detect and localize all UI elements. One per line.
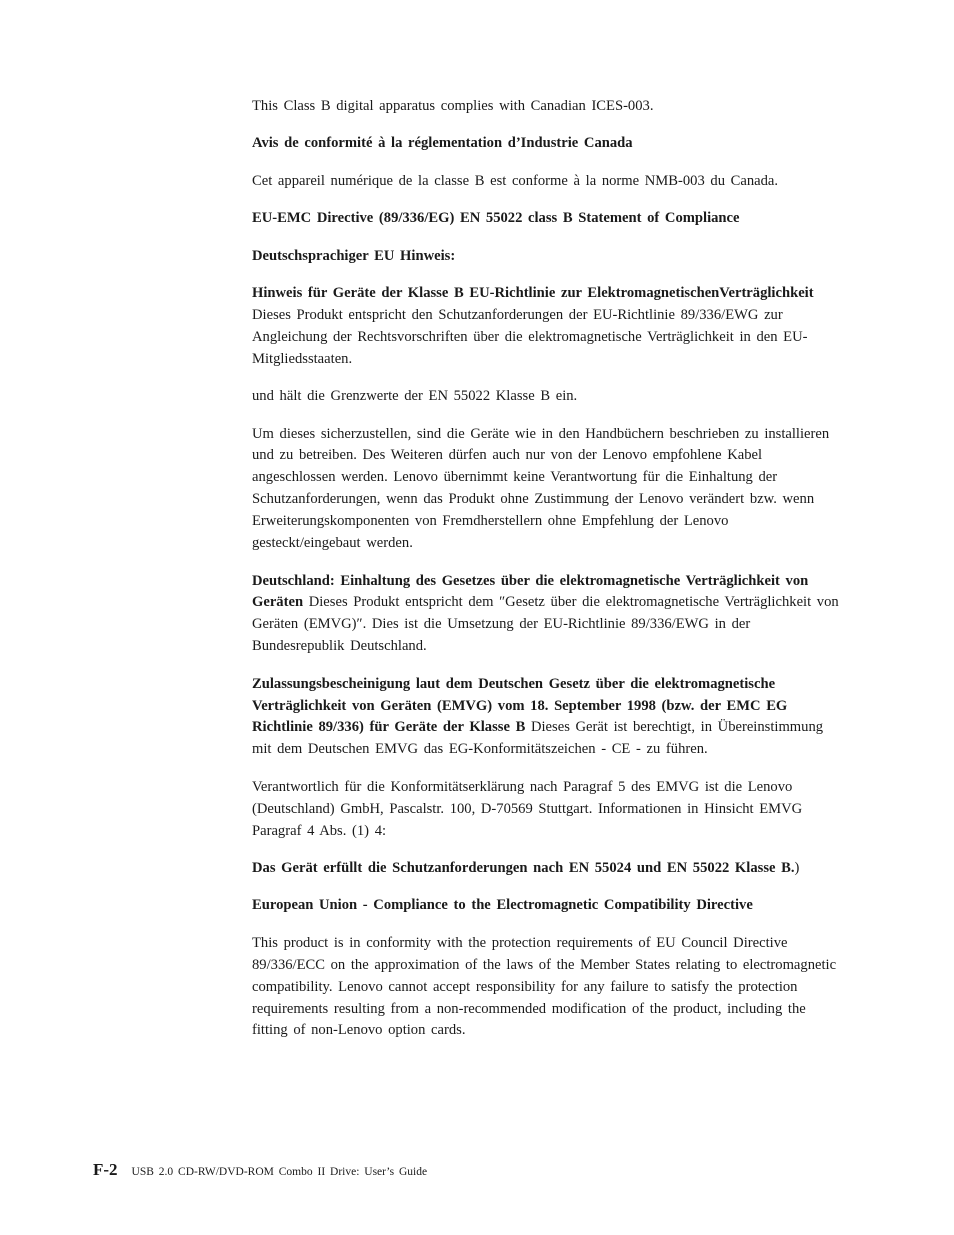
paragraph-eu-conformity: This product is in conformity with the protection requirements of EU Council Directive 89/336/ECC on the approximation of the laws of the Member States relating to electromagnetic compatibility. Lenovo cannot accept responsibility for any failure to satisfy the protection requirements resulting from a non-recommended modification of the product, including the fitting of non-Lenovo option cards. [252, 934, 837, 1039]
paragraph-deutschland-emvg [252, 571, 842, 659]
paragraph-hinweis-klasse-b [252, 283, 842, 371]
heading-zulassungsbescheinigung: Zulassungsbescheinigung laut dem Deutschen Gesetz über die elektromagnetische Verträglichkeit von Geräten (EMVG) vom 18. September 1998 (bzw. der EMC EG Richtlinie 89/336) für Geräte der Klasse B [252, 675, 788, 736]
heading-deutschland-emvg: Deutschland: Einhaltung des Gesetzes über die elektromagnetische Verträglichkeit von Geräten [252, 572, 809, 611]
paragraph-verantwortlich: Verantwortlich für die Konformitätserklärung nach Paragraf 5 des EMVG ist die Lenovo (Deutschland) GmbH, Pascalstr. 100, D-70569 Stuttgart. Informationen in Hinsicht EMVG Paragraf 4 Abs. (1) 4: [252, 778, 803, 839]
heading-hinweis-klasse-b: Hinweis für Geräte der Klasse B EU-Richtlinie zur ElektromagnetischenVerträglichkeit [252, 285, 814, 302]
heading-industrie-canada: Avis de conformité à la réglementation d’Industrie Canada [252, 135, 633, 152]
paragraph-grenzwerte: und hält die Grenzwerte der EN 55022 Klasse B ein. [252, 388, 578, 405]
paragraph-sicherstellung: Um dieses sicherzustellen, sind die Geräte wie in den Handbüchern beschrieben zu installieren und zu betreiben. Des Weiteren dürfen auch nur von der Lenovo empfohlene Kabel angeschlossen werden. Lenovo übernimmt keine Verantwortung für die Einhaltung der Schutzanforderungen, wenn das Produkt ohne Zustimmung der Lenovo verändert bzw. wenn Erweiterungskomponenten von Fremdherstellern ohne Empfehlung der Lenovo gesteckt/eingebaut werden. [252, 425, 830, 552]
book-title: USB 2.0 CD-RW/DVD-ROM Combo II Drive: User’s Guide [131, 1166, 428, 1178]
paragraph-zulassungsbescheinigung [252, 674, 842, 762]
heading-deutschsprachiger-hinweis: Deutschsprachiger EU Hinweis: [252, 247, 456, 264]
page-footer [93, 1160, 427, 1180]
paragraph-schutzanforderungen [252, 858, 842, 880]
page-number: F-2 [93, 1160, 118, 1179]
text-deutschland-emvg: Dieses Produkt entspricht dem ″Gesetz über die elektromagnetische Verträglichkeit von Geräten (EMVG)″. Dies ist die Umsetzung der EU-Richtlinie 89/336/EWG in der Bundesrepublik Deutschland. [252, 594, 839, 655]
heading-eu-emc-directive: EU-EMC Directive (89/336/EG) EN 55022 class B Statement of Compliance [252, 210, 740, 227]
heading-eu-compliance: European Union - Compliance to the Electromagnetic Compatibility Directive [252, 897, 753, 914]
text-hinweis-klasse-b: Dieses Produkt entspricht den Schutzanforderungen der EU-Richtlinie 89/336/EWG zur Angleichung der Rechtsvorschriften über die elektromagnetische Verträglichkeit in den EU-Mitgliedsstaaten. [252, 306, 808, 367]
text-schutzanforderungen: ) [794, 859, 800, 876]
text-zulassungsbescheinigung: Dieses Gerät ist berechtigt, in Übereinstimmung mit dem Deutschen EMVG das EG-Konformitätszeichen - CE - zu führen. [252, 719, 824, 758]
page-body [252, 96, 842, 1058]
paragraph-nmb-statement: Cet appareil numérique de la classe B est conforme à la norme NMB-003 du Canada. [252, 172, 779, 189]
paragraph-ices-statement: This Class B digital apparatus complies with Canadian ICES-003. [252, 98, 654, 114]
heading-schutzanforderungen: Das Gerät erfüllt die Schutzanforderungen nach EN 55024 und EN 55022 Klasse B. [252, 859, 795, 876]
